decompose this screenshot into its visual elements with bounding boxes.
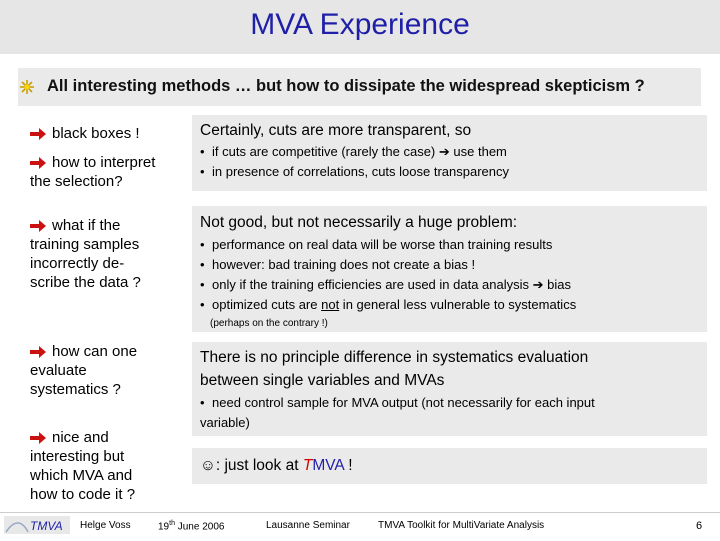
footer-date: 19th June 2006	[158, 520, 225, 533]
logo-text: TMVA	[30, 519, 63, 533]
slide-title: MVA Experience	[250, 8, 470, 41]
question-text: systematics ?	[30, 381, 121, 398]
bullet-item-cont: variable)	[200, 415, 250, 430]
question-training-samples	[30, 216, 190, 292]
question-text: the selection?	[30, 173, 123, 190]
sun-burst-icon	[20, 80, 34, 94]
tmva-logo	[4, 514, 70, 536]
question-text: how to interpret	[52, 154, 156, 171]
bullet-item: • if cuts are competitive (rarely the case) ➔ use them	[200, 144, 507, 159]
question-text: nice and	[52, 429, 109, 446]
footer-author: Helge Voss	[80, 520, 131, 531]
question-interpret	[30, 153, 190, 191]
tmva-t-letter: T	[302, 457, 313, 474]
bullet-item: • optimized cuts are not in general less vulnerable to systematics	[200, 297, 577, 312]
footer-divider	[0, 512, 720, 513]
arrow-right-icon: ➔	[438, 144, 450, 159]
bullet-item: • performance on real data will be worse than training results	[200, 237, 553, 252]
red-arrow-icon	[30, 346, 52, 358]
bullet-item: • need control sample for MVA output (not necessarily for each input	[200, 395, 595, 410]
red-arrow-icon	[30, 432, 52, 444]
question-text: evaluate	[30, 362, 87, 379]
question-systematics	[30, 342, 190, 399]
red-arrow-icon	[30, 220, 52, 232]
question-text: how to code it ?	[30, 486, 136, 503]
question-black-boxes	[30, 124, 140, 143]
smiley-icon: ☺	[200, 457, 216, 474]
tmva-callout: ☺: just look at TMVA !	[200, 457, 353, 474]
question-text: training samples	[30, 236, 140, 253]
question-text: which MVA and	[30, 467, 133, 484]
question-text: how can one	[52, 343, 138, 360]
question-text: incorrectly de-	[30, 255, 125, 272]
red-arrow-icon	[30, 128, 52, 140]
arrow-right-icon: ➔	[532, 277, 544, 292]
bullet-item: • only if the training efficiencies are used in data analysis ➔ bias	[200, 277, 572, 292]
heading-text: All interesting methods … but how to dissipate the widespread skepticism ?	[47, 77, 645, 95]
panel-title-line: There is no principle difference in systematics evaluation	[200, 349, 589, 366]
question-text: black boxes !	[52, 125, 140, 142]
panel-title-line: between single variables and MVAs	[200, 372, 445, 389]
tmva-mva-letters: MVA	[312, 457, 344, 474]
note-text: (perhaps on the contrary !)	[210, 318, 328, 329]
question-text: interesting but	[30, 448, 125, 465]
footer-talk: TMVA Toolkit for MultiVariate Analysis	[378, 520, 545, 531]
footer-event: Lausanne Seminar	[266, 520, 350, 531]
question-text: what if the	[52, 217, 121, 234]
red-arrow-icon	[30, 157, 52, 169]
panel-title: Certainly, cuts are more transparent, so	[200, 122, 472, 139]
question-which-mva	[30, 428, 190, 504]
bullet-item: • however: bad training does not create a bias !	[200, 257, 476, 272]
question-text: scribe the data ?	[30, 274, 141, 291]
bullet-item: • in presence of correlations, cuts loose transparency	[200, 164, 509, 179]
page-number: 6	[696, 520, 703, 532]
panel-title: Not good, but not necessarily a huge problem:	[200, 214, 518, 231]
